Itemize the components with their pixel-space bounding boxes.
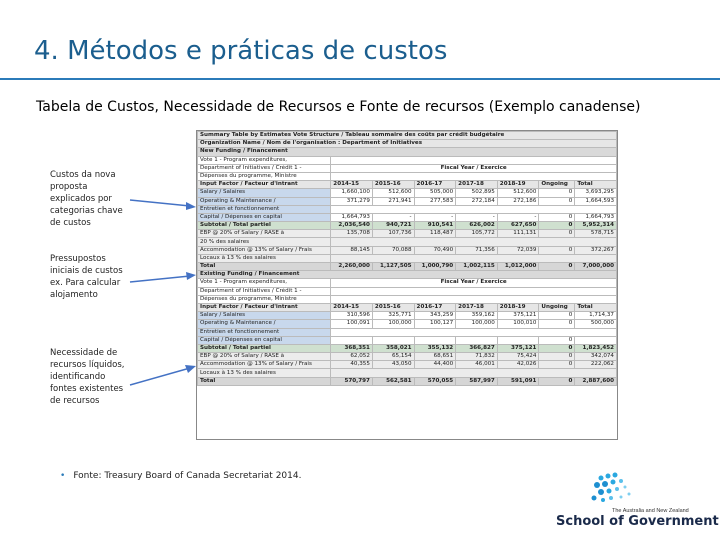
table-row: Total 570,797 562,581 570,055 587,997 591,091 0 2,887,600 bbox=[198, 377, 617, 385]
table-row: Accommodation @ 13% of Salary / Frais 88,145 70,088 70,490 71,356 72,039 0 372,267 bbox=[198, 246, 617, 254]
table-cell: Dépenses du programme, Ministre bbox=[198, 172, 331, 180]
table-row: Entretien et fonctionnement bbox=[198, 205, 617, 213]
table-cell: Department of Initiatives / Crédit 1 - bbox=[198, 287, 331, 295]
fiscal-year-label: Fiscal Year / Exercice bbox=[331, 164, 617, 172]
title-divider bbox=[0, 78, 720, 80]
logo-tagline: The Australia and New Zealand bbox=[612, 508, 689, 514]
table-row: Total 2,260,000 1,127,505 1,000,790 1,002,115 1,012,000 0 7,000,000 bbox=[198, 263, 617, 271]
table-cell: Vote 1 - Program expenditures, bbox=[198, 156, 331, 164]
footnote-text: Fonte: Treasury Board of Canada Secretariat 2014. bbox=[73, 471, 302, 481]
arrow-1 bbox=[128, 195, 198, 215]
new-funding-label: New Funding / Financement bbox=[198, 148, 617, 156]
table-cell: Department of Initiatives / Crédit 1 - bbox=[198, 164, 331, 172]
table-header-org: Organization Name / Nom de l'organisation : Department of Initiatives bbox=[198, 140, 617, 148]
table-row: Entretien et fonctionnement bbox=[198, 328, 617, 336]
table-cell: Vote 1 - Program expenditures, bbox=[198, 279, 331, 287]
table-row: Capital / Dépenses en capital 0 bbox=[198, 336, 617, 344]
table-row: Accommodation @ 13% of Salary / Frais 40,355 43,050 44,400 46,001 42,026 0 222,062 bbox=[198, 361, 617, 369]
table-cell: Dépenses du programme, Ministre bbox=[198, 295, 331, 303]
slide-subtitle: Tabela de Custos, Necessidade de Recursos e Fonte de recursos (Exemplo canadense) bbox=[36, 99, 641, 115]
table-row: 20 % des salaires bbox=[198, 238, 617, 246]
arrow-3 bbox=[128, 360, 198, 390]
table-header-title: Summary Table by Estimates Vote Structure / Tableau sommaire des coûts par crédit budgétaire bbox=[198, 132, 617, 140]
table-row: Subtotal / Total partiel 2,036,540 940,721 910,541 626,002 627,650 0 5,952,314 bbox=[198, 222, 617, 230]
table-row: Operating & Maintenance / 371,279 271,941 277,583 272,184 272,186 0 1,664,593 bbox=[198, 197, 617, 205]
table-row: Salary / Salaires 310,596 325,771 343,259 359,162 375,121 0 1,714,37 bbox=[198, 312, 617, 320]
table-row: Input Factor / Facteur d'intrant 2014-15 2015-16 2016-17 2017-18 2018-19 Ungoing Total bbox=[198, 303, 617, 311]
table-row: EBP @ 20% of Salary / RASE à 62,052 65,154 68,651 71,832 75,424 0 342,074 bbox=[198, 353, 617, 361]
slide-title: 4. Métodos e práticas de custos bbox=[34, 36, 448, 66]
source-footnote bbox=[60, 471, 301, 481]
table-row: Subtotal / Total partiel 368,351 358,021 355,132 366,827 375,121 0 1,823,452 bbox=[198, 344, 617, 352]
note-assumptions: Pressupostos iniciais de custos ex. Para calcular alojamento bbox=[50, 254, 123, 300]
table-row: Input Factor / Facteur d'intrant 2014-15 2015-16 2016-17 2017-18 2018-19 Ongoing Total bbox=[198, 181, 617, 189]
note-net-resources: Necessidade de recursos líquidos, identificando fontes existentes de recursos bbox=[50, 348, 125, 406]
bullet-icon: • bbox=[60, 471, 66, 481]
note-new-costs: Custos da nova proposta explicados por categorias chave de custos bbox=[50, 170, 123, 228]
cost-summary-table bbox=[196, 130, 618, 440]
fiscal-year-label: Fiscal Year / Exercice bbox=[331, 279, 617, 287]
table-row: Salary / Salaires 1,660,100 512,600 505,000 502,895 512,600 0 3,693,295 bbox=[198, 189, 617, 197]
existing-funding-label: Existing Funding / Financement bbox=[198, 271, 617, 279]
table-row: Operating & Maintenance / 100,091 100,000 100,127 100,000 100,010 0 500,000 bbox=[198, 320, 617, 328]
table-row: Locaux à 13 % des salaires bbox=[198, 254, 617, 262]
logo-name: School of Government bbox=[556, 514, 719, 529]
table-row: Capital / Dépenses en capital 1,664,793 - - - - 0 1,664,793 bbox=[198, 213, 617, 221]
arrow-2 bbox=[128, 268, 198, 288]
table-row: Locaux à 13 % des salaires bbox=[198, 369, 617, 377]
table-row: EBP @ 20% of Salary / RASE à 135,708 107,736 118,487 105,772 111,131 0 578,715 bbox=[198, 230, 617, 238]
